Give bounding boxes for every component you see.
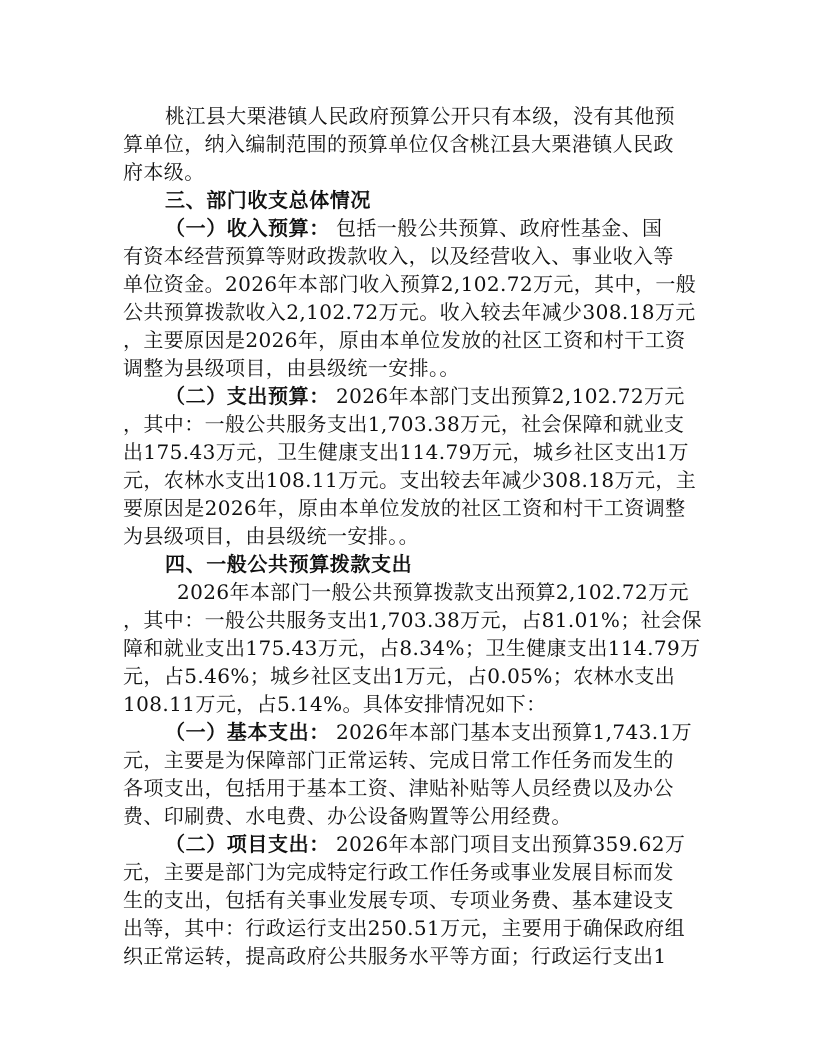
subsection-heading: （一）基本支出： <box>165 720 330 744</box>
paragraph-line: 公共预算拨款收入2,102.72万元。收入较去年减少308.18万元 <box>123 300 696 324</box>
section-heading: 三、部门收支总体情况 <box>165 188 371 212</box>
paragraph-line: 算单位，纳入编制范围的预算单位仅含桃江县大栗港镇人民政 <box>123 132 674 156</box>
paragraph-line: 元，占5.46%；城乡社区支出1万元，占0.05%；农林水支出 <box>123 664 676 688</box>
subsection-heading: （一）收入预算： <box>165 216 330 240</box>
paragraph-line: 108.11万元，占5.14%。具体安排情况如下： <box>123 692 547 716</box>
paragraph-line: 包括一般公共预算、政府性基金、国 <box>336 216 663 240</box>
paragraph-line: 元，农林水支出108.11万元。支出较去年减少308.18万元，主 <box>123 468 697 492</box>
paragraph-line: ，其中：一般公共服务支出1,703.38万元，社会保障和就业支 <box>123 412 685 436</box>
paragraph-line: 各项支出，包括用于基本工资、津贴补贴等人员经费以及办公 <box>123 776 674 800</box>
paragraph-line: 元，主要是为保障部门正常运转、完成日常工作任务而发生的 <box>123 748 674 772</box>
paragraph-line: 障和就业支出175.43万元，占8.34%；卫生健康支出114.79万 <box>123 636 701 660</box>
paragraph-line: 为县级项目，由县级统一安排。。 <box>123 524 419 548</box>
paragraph-line: 出等，其中：行政运行支出250.51万元，主要用于确保政府组 <box>123 916 685 940</box>
paragraph-line: 2026年本部门项目支出预算359.62万 <box>336 832 686 856</box>
paragraph-line: 费、印刷费、水电费、办公设备购置等公用经费。 <box>123 804 572 828</box>
paragraph-line: 出175.43万元，卫生健康支出114.79万元，城乡社区支出1万 <box>123 440 689 464</box>
subsection-heading: （二）支出预算： <box>165 384 330 408</box>
paragraph-line: 有资本经营预算等财政拨款收入，以及经营收入、事业收入等 <box>123 244 674 268</box>
paragraph-line: 织正常运转，提高政府公共服务水平等方面；行政运行支出1 <box>123 944 667 968</box>
paragraph-line: ，主要原因是2026年，原由本单位发放的社区工资和村干工资 <box>123 328 686 352</box>
paragraph-line: ，其中：一般公共服务支出1,703.38万元，占81.01%；社会保 <box>123 608 702 632</box>
paragraph-line: 2026年本部门一般公共预算拨款支出预算2,102.72万元 <box>177 580 689 604</box>
paragraph-line: 生的支出，包括有关事业发展专项、专项业务费、基本建设支 <box>123 888 674 912</box>
paragraph-line: 调整为县级项目，由县级统一安排。。 <box>123 356 460 380</box>
paragraph-line: 2026年本部门基本支出预算1,743.1万 <box>336 720 693 744</box>
paragraph-line: 桃江县大栗港镇人民政府预算公开只有本级，没有其他预 <box>165 104 675 128</box>
paragraph-line: 府本级。 <box>123 160 205 184</box>
section-heading: 四、一般公共预算拨款支出 <box>165 552 413 576</box>
paragraph-line: 2026年本部门支出预算2,102.72万元 <box>336 384 685 408</box>
paragraph-line: 要原因是2026年，原由本单位发放的社区工资和村干工资调整 <box>123 496 686 520</box>
paragraph-line: 单位资金。2026年本部门收入预算2,102.72万元，其中，一般 <box>123 272 697 296</box>
paragraph-line: 元，主要是部门为完成特定行政工作任务或事业发展目标而发 <box>123 860 674 884</box>
subsection-heading: （二）项目支出： <box>165 832 330 856</box>
